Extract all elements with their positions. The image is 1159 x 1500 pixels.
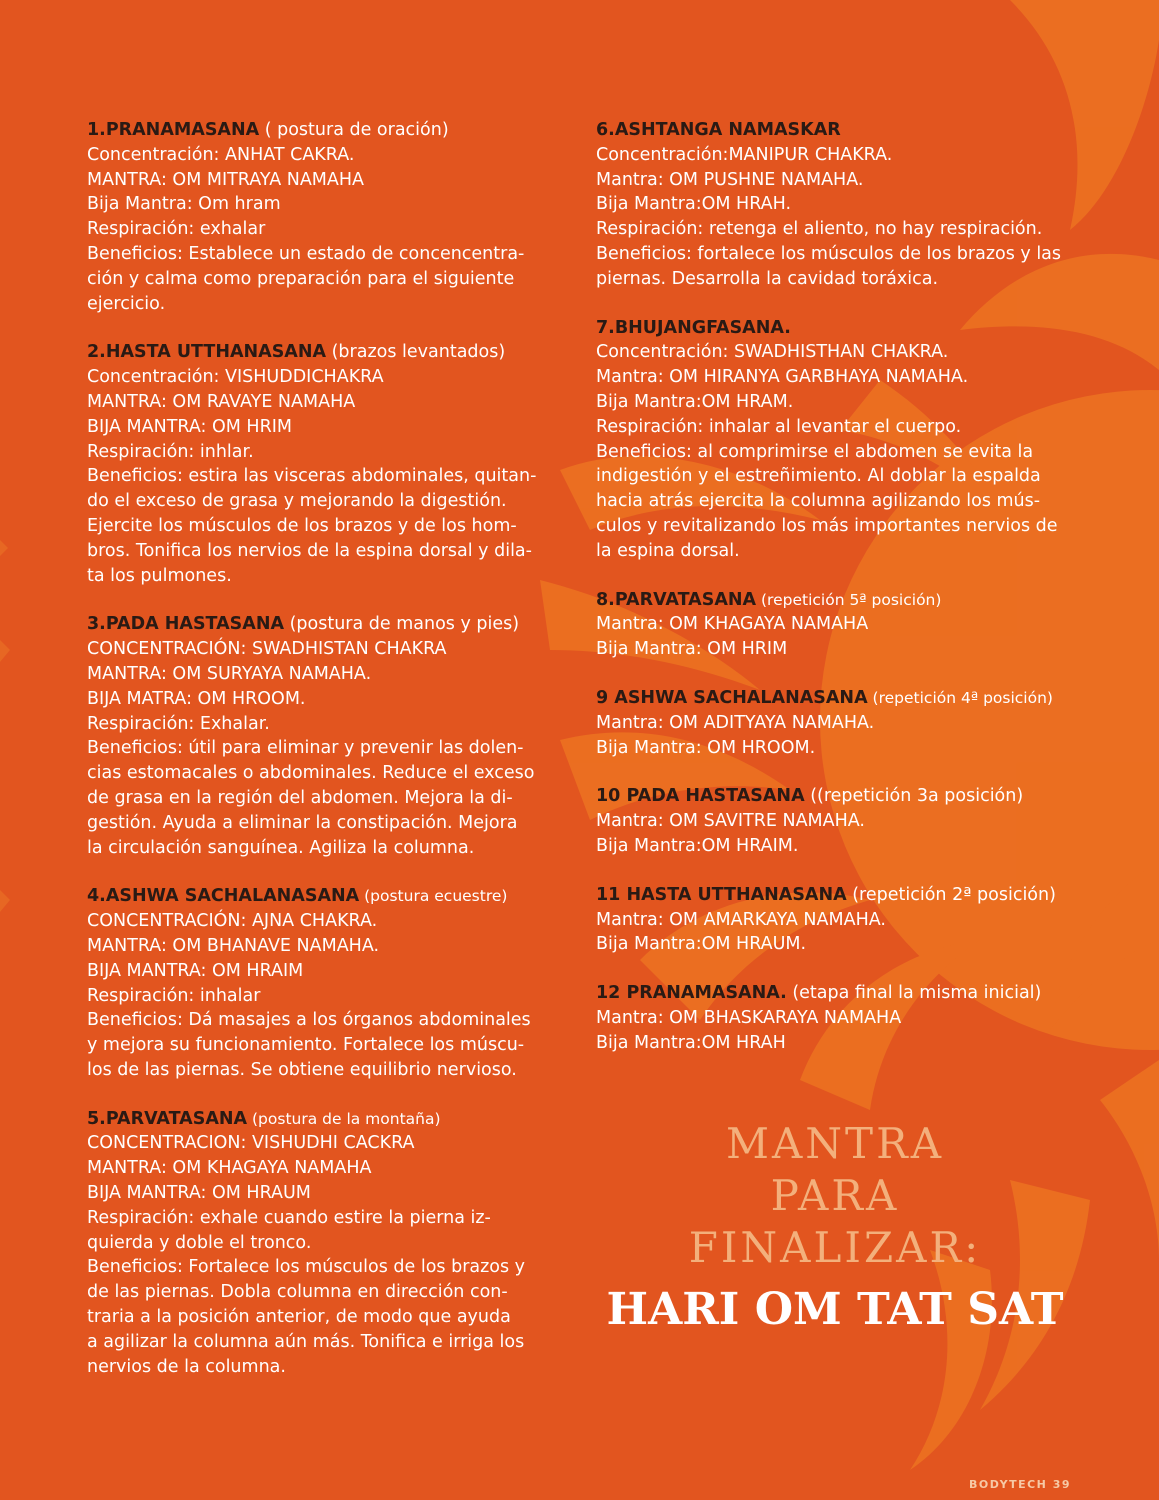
posture-detail-line: Bija Mantra: OM HRIM	[596, 639, 788, 660]
posture-title-line	[87, 612, 567, 637]
posture-note: (brazos levantados)	[326, 342, 506, 363]
posture-entry	[596, 118, 1096, 292]
posture-name: 12 PRANAMASANA.	[596, 983, 787, 1004]
posture-detail-line: BIJA MANTRA: OM HRIM	[87, 416, 292, 437]
posture-entry	[596, 588, 1096, 662]
posture-entry	[87, 340, 567, 588]
posture-detail-line: CONCENTRACIÓN: AJNA CHAKRA.	[87, 911, 378, 932]
posture-entry	[87, 884, 567, 1082]
posture-detail-line: Mantra: OM AMARKAYA NAMAHA.	[596, 909, 886, 930]
posture-name: 5.PARVATASANA	[87, 1108, 248, 1129]
posture-detail-line: Concentración: VISHUDDICHAKRA	[87, 367, 384, 388]
posture-detail-line: Concentración: SWADHISTHAN CHAKRA.	[596, 342, 949, 363]
posture-detail-line: Respiración: inhalar al levantar el cuerpo.	[596, 416, 962, 437]
posture-detail-line: la circulación sanguínea. Agiliza la columna.	[87, 837, 475, 858]
posture-detail-line: gestión. Ayuda a eliminar la constipación. Mejora	[87, 812, 518, 833]
posture-detail-line: MANTRA: OM RAVAYE NAMAHA	[87, 391, 356, 412]
posture-detail-line: MANTRA: OM MITRAYA NAMAHA	[87, 169, 365, 190]
posture-title-line	[87, 340, 567, 365]
posture-entry	[87, 1107, 567, 1380]
closing-line: PARA	[770, 1171, 900, 1220]
posture-title-line	[596, 784, 1096, 809]
posture-detail-line: Mantra: OM ADITYAYA NAMAHA.	[596, 712, 875, 733]
posture-detail-line: a agilizar la columna aún más. Tonifica e irriga los	[87, 1331, 525, 1352]
posture-entry	[596, 316, 1096, 564]
posture-detail-line: bros. Tonifica los nervios de la espina dorsal y dila-	[87, 540, 532, 561]
posture-detail-line: Beneficios: al comprimirse el abdomen se evita la	[596, 441, 1034, 462]
posture-detail-line: ta los pulmones.	[87, 565, 232, 586]
posture-detail-line: Bija Mantra:OM HRAH.	[596, 194, 792, 215]
posture-detail-line: MANTRA: OM SURYAYA NAMAHA.	[87, 663, 372, 684]
posture-title-line	[596, 316, 1096, 341]
posture-note: (postura de manos y pies)	[284, 614, 520, 635]
posture-detail-line: Ejercite los músculos de los brazos y de los hom-	[87, 515, 517, 536]
posture-detail-line: Mantra: OM BHASKARAYA NAMAHA	[596, 1007, 902, 1028]
posture-detail-line: ción y calma como preparación para el siguiente	[87, 268, 515, 289]
posture-title-line	[596, 686, 1096, 711]
posture-detail-line: Beneficios: útil para eliminar y prevenir las dolen-	[87, 738, 524, 759]
posture-detail-line: cias estomacales o abdominales. Reduce el exceso	[87, 763, 535, 784]
posture-title-line	[596, 118, 1096, 143]
posture-detail-line: Concentración:MANIPUR CHAKRA.	[596, 144, 893, 165]
posture-detail-line: CONCENTRACIÓN: SWADHISTAN CHAKRA	[87, 639, 447, 660]
posture-detail-line: Beneficios: estira las visceras abdominales, quitan-	[87, 466, 537, 487]
posture-detail-line: Beneficios: Dá masajes a los órganos abdominales	[87, 1010, 531, 1031]
posture-detail-line: indigestión y el estreñimiento. Al doblar la espalda	[596, 466, 1041, 487]
posture-note: (repetición 2ª posición)	[846, 884, 1056, 905]
posture-detail-line: MANTRA: OM BHANAVE NAMAHA.	[87, 935, 380, 956]
posture-title-line	[596, 981, 1096, 1006]
posture-name: 8.PARVATASANA	[596, 589, 757, 610]
posture-detail-line: Bija Mantra: Om hram	[87, 194, 281, 215]
left-column	[87, 118, 567, 1403]
posture-detail-line: MANTRA: OM KHAGAYA NAMAHA	[87, 1158, 372, 1179]
posture-name: 7.BHUJANGFASANA.	[596, 317, 791, 338]
posture-detail-line: BIJA MATRA: OM HROOM.	[87, 688, 306, 709]
posture-name: 4.ASHWA SACHALANASANA	[87, 886, 360, 907]
posture-name: 10 PADA HASTASANA	[596, 786, 805, 807]
posture-note: ( postura de oración)	[259, 120, 449, 140]
posture-title-line	[87, 1107, 567, 1132]
right-column	[596, 118, 1096, 1080]
posture-note: (postura ecuestre)	[359, 887, 508, 906]
posture-name: 1.PRANAMASANA	[87, 120, 260, 140]
posture-entry	[87, 118, 567, 316]
posture-detail-line: Bija Mantra:OM HRAUM.	[596, 934, 807, 955]
posture-detail-line: Respiración: exhale cuando estire la pierna iz-	[87, 1207, 491, 1228]
posture-entry	[596, 883, 1096, 957]
page-footer: BODYTECH 39	[969, 1478, 1071, 1491]
posture-detail-line: Bija Mantra:OM HRAH	[596, 1032, 786, 1053]
posture-name: 2.HASTA UTTHANASANA	[87, 342, 327, 363]
posture-detail-line: la espina dorsal.	[596, 540, 740, 561]
posture-detail-line: Beneficios: Fortalece los músculos de los brazos y	[87, 1257, 526, 1278]
posture-detail-line: piernas. Desarrolla la cavidad toráxica.	[596, 268, 939, 289]
posture-detail-line: quierda y doble el tronco.	[87, 1232, 312, 1253]
posture-detail-line: nervios de la columna.	[87, 1356, 286, 1377]
posture-detail-line: y mejora su funcionamiento. Fortalece los múscu-	[87, 1035, 525, 1056]
posture-note: (postura de la montaña)	[247, 1109, 441, 1128]
posture-detail-line: BIJA MANTRA: OM HRAUM	[87, 1183, 311, 1204]
posture-note: (repetición 5ª posición)	[756, 590, 942, 609]
posture-detail-line: Beneficios: Establece un estado de concencentra-	[87, 243, 525, 264]
posture-title-line	[596, 588, 1096, 613]
posture-note: (repetición 4ª posición)	[867, 688, 1053, 707]
posture-detail-line: los de las piernas. Se obtiene equilibrio nervioso.	[87, 1059, 517, 1080]
posture-title-line	[87, 884, 567, 909]
posture-name: 3.PADA HASTASANA	[87, 614, 285, 635]
posture-detail-line: Mantra: OM HIRANYA GARBHAYA NAMAHA.	[596, 367, 969, 388]
posture-detail-line: Mantra: OM SAVITRE NAMAHA.	[596, 811, 865, 832]
posture-detail-line: Mantra: OM PUSHNE NAMAHA.	[596, 169, 864, 190]
closing-line: FINALIZAR:	[688, 1223, 982, 1272]
posture-detail-line: Respiración: inhalar	[87, 985, 261, 1006]
posture-entry	[596, 686, 1096, 760]
posture-detail-line: Respiración: exhalar	[87, 219, 266, 240]
posture-detail-line: Bija Mantra: OM HROOM.	[596, 737, 816, 758]
posture-detail-line: CONCENTRACION: VISHUDHI CACKRA	[87, 1133, 415, 1154]
posture-title-line	[87, 118, 567, 143]
final-mantra: HARI OM TAT SAT	[606, 1284, 1064, 1335]
posture-entry	[596, 981, 1096, 1055]
posture-detail-line: Bija Mantra:OM HRAM.	[596, 391, 794, 412]
posture-entry	[596, 784, 1096, 858]
posture-detail-line: de grasa en la región del abdomen. Mejora la di-	[87, 787, 513, 808]
posture-name: 9 ASHWA SACHALANASANA	[596, 687, 868, 708]
posture-detail-line: de las piernas. Dobla columna en dirección con-	[87, 1282, 508, 1303]
posture-detail-line: Respiración: inhlar.	[87, 441, 254, 462]
posture-detail-line: Bija Mantra:OM HRAIM.	[596, 835, 799, 856]
posture-detail-line: ejercicio.	[87, 293, 166, 314]
posture-entry	[87, 612, 567, 860]
posture-detail-line: Respiración: Exhalar.	[87, 713, 270, 734]
posture-detail-line: do el exceso de grasa y mejorando la digestión.	[87, 491, 507, 512]
closing-mantra-block	[600, 1118, 1070, 1338]
posture-detail-line: culos y revitalizando los más importantes nervios de	[596, 515, 1058, 536]
posture-name: 11 HASTA UTTHANASANA	[596, 884, 847, 905]
posture-detail-line: Respiración: retenga el aliento, no hay respiración.	[596, 219, 1043, 240]
posture-name: 6.ASHTANGA NAMASKAR	[596, 120, 841, 140]
posture-title-line	[596, 883, 1096, 908]
posture-detail-line: Beneficios: fortalece los músculos de los brazos y las	[596, 243, 1062, 264]
posture-note: ((repetición 3a posición)	[804, 786, 1024, 807]
posture-detail-line: Concentración: ANHAT CAKRA.	[87, 144, 355, 165]
posture-detail-line: BIJA MANTRA: OM HRAIM	[87, 960, 304, 981]
posture-note: (etapa final la misma inicial)	[786, 983, 1042, 1004]
posture-detail-line: hacia atrás ejercita la columna agilizando los mús-	[596, 491, 1041, 512]
posture-detail-line: Mantra: OM KHAGAYA NAMAHA	[596, 614, 869, 635]
posture-detail-line: traria a la posición anterior, de modo que ayuda	[87, 1307, 511, 1328]
closing-line: MANTRA	[725, 1119, 945, 1168]
